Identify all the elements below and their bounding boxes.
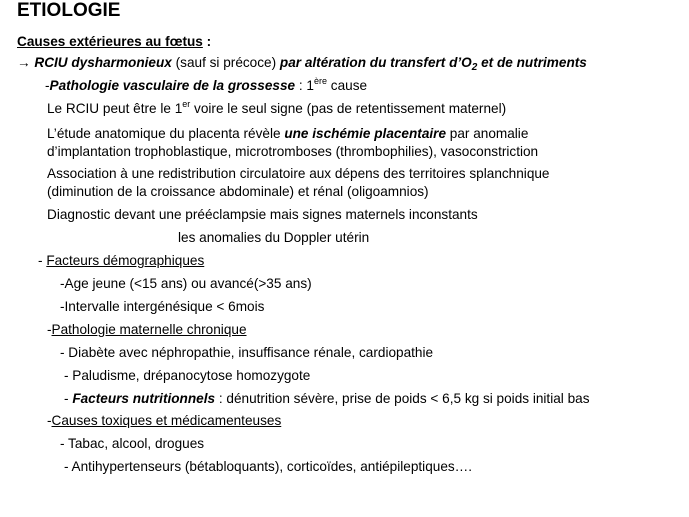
rciu-sign-sup: er: [182, 99, 191, 109]
toxic-heading-text: Causes toxiques et médicamenteuses: [51, 413, 282, 428]
placenta-line-1: [47, 126, 528, 142]
toxic-heading: [47, 413, 281, 429]
vascular-line: [45, 78, 367, 94]
demographic-heading-text: Facteurs démographiques: [46, 253, 205, 268]
chronic-item-3-rest: : dénutrition sévère, prise de poids < 6,5 kg si poids initial bas: [215, 391, 590, 406]
vascular-prefix: -: [45, 78, 50, 93]
chronic-item-3-term: Facteurs nutritionnels: [72, 391, 216, 406]
rciu-mechanism-a: par altération du transfert d’O: [279, 55, 472, 70]
rciu-mechanism: [279, 55, 587, 73]
page-title: ETIOLOGIE: [17, 0, 121, 21]
redistribution-line-1: Association à une redistribution circulatoire aux dépens des territoires splanchnique: [47, 166, 550, 181]
vascular-rest: cause: [327, 78, 368, 93]
arrow-icon: →: [17, 55, 35, 70]
chronic-item-3-prefix: -: [64, 391, 73, 406]
toxic-prefix: -: [47, 413, 52, 428]
chronic-item-3: [64, 391, 590, 407]
chronic-item-1: - Diabète avec néphropathie, insuffisance rénale, cardiopathie: [60, 345, 434, 360]
section-heading: [17, 34, 211, 50]
demographic-item-2: -Intervalle intergénésique < 6mois: [60, 299, 265, 314]
placenta-a: L’étude anatomique du placenta révèle: [47, 126, 285, 141]
chronic-heading-text: Pathologie maternelle chronique: [51, 322, 247, 337]
rciu-mechanism-b: et de nutriments: [477, 55, 587, 70]
placenta-b: par anomalie: [446, 126, 529, 141]
section-heading-colon: :: [202, 34, 212, 49]
rciu-sign-b: voire le seul signe (pas de retentissement maternel): [190, 101, 507, 116]
rciu-line: [17, 55, 587, 71]
demographic-prefix: -: [38, 253, 47, 268]
placenta-line-2: d’implantation trophoblastique, microtromboses (thrombophilies), vasoconstriction: [47, 144, 539, 159]
placenta-term: une ischémie placentaire: [284, 126, 447, 141]
demographic-item-1: -Age jeune (<15 ans) ou avancé(>35 ans): [60, 276, 312, 291]
diagnostic-line-1: Diagnostic devant une prééclampsie mais signes maternels inconstants: [47, 207, 478, 222]
rciu-paren: (sauf si précoce): [171, 55, 280, 70]
redistribution-line-2: (diminution de la croissance abdominale) et rénal (oligoamnios): [47, 184, 429, 199]
section-heading-text: Causes extérieures au fœtus: [17, 34, 203, 49]
chronic-prefix: -: [47, 322, 52, 337]
vascular-term: Pathologie vasculaire de la grossesse: [49, 78, 296, 93]
toxic-item-2: - Antihypertenseurs (bétabloquants), corticoïdes, antiépileptiques….: [64, 459, 473, 474]
vascular-sep: : 1: [295, 78, 314, 93]
rciu-mechanism-sub: 2: [471, 62, 478, 73]
rciu-term: RCIU dysharmonieux: [34, 55, 172, 70]
diagnostic-line-2: les anomalies du Doppler utérin: [178, 230, 370, 245]
rciu-sign-line: [47, 101, 506, 117]
chronic-item-2: - Paludisme, drépanocytose homozygote: [64, 368, 311, 383]
vascular-sup: ère: [313, 76, 327, 86]
demographic-heading: [38, 253, 204, 269]
toxic-item-1: - Tabac, alcool, drogues: [60, 436, 205, 451]
rciu-sign-a: Le RCIU peut être le 1: [47, 101, 183, 116]
chronic-heading: [47, 322, 247, 338]
